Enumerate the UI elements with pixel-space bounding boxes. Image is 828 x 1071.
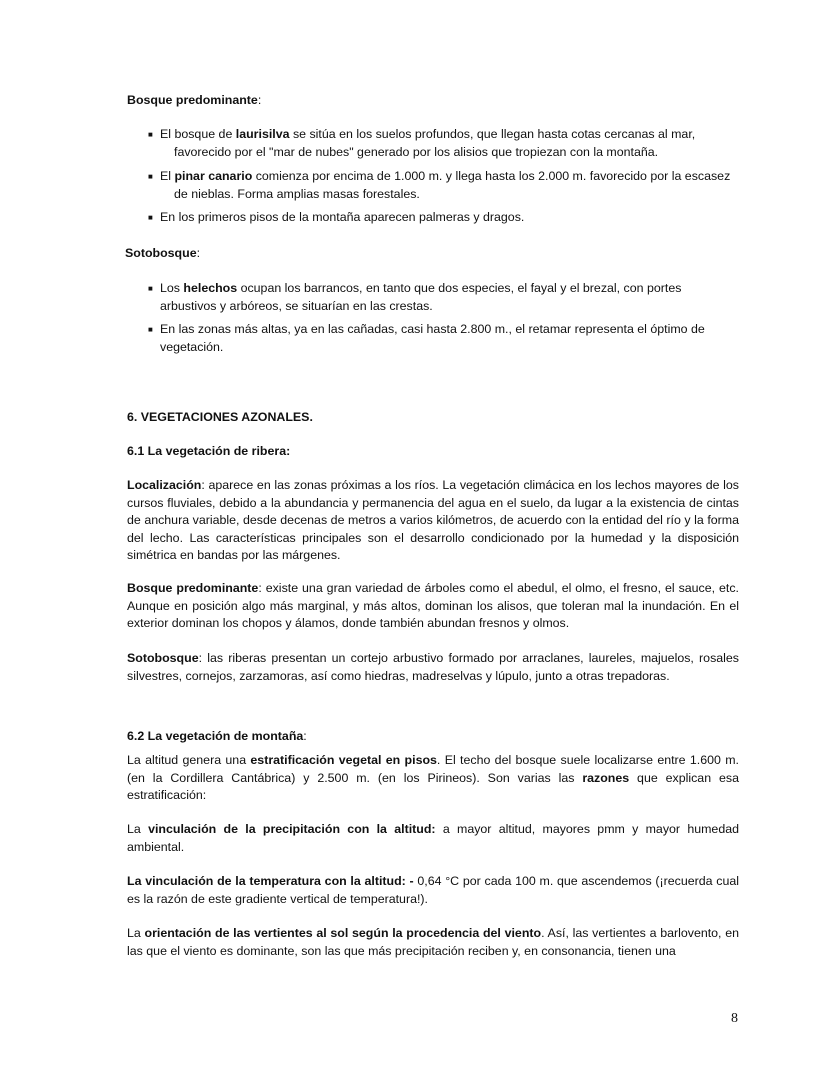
section-heading-bosque: Bosque predominante: <box>127 93 262 107</box>
bullet-icon: ■ <box>148 284 153 293</box>
bullet-icon: ■ <box>148 172 153 181</box>
paragraph-temperatura: La vinculación de la temperatura con la altitud: - 0,64 °C por cada 100 m. que ascendemos (¡recuerda cual es la razón de este gradiente vertical de temperatura!). <box>127 874 739 906</box>
bullet-icon: ■ <box>148 325 153 334</box>
paragraph-sotobosque: Sotobosque: las riberas presentan un cortejo arbustivo formado por arraclanes, laureles, majuelos, rosales silvestres, cornejos, zarzamoras, así como hiedras, madreselvas y lúpulo, junto a otras trepadoras. <box>127 651 739 683</box>
bullet-icon: ■ <box>148 213 153 222</box>
paragraph-localizacion: Localización: aparece en las zonas próximas a los ríos. La vegetación climácica en los lechos mayores de los cursos fluviales, debido a la abundancia y permanencia del agua en el suelo, da lugar a la existencia de cintas de anchura variable, desde decenas de metros a varios kilómetros, de acuerdo con la entidad del río y la forma del lecho. Las características principales son el desarrollo condicionado por la humedad y la disposición simétrica en bandas por las márgenes. <box>127 478 739 562</box>
subsection-heading: 6.1 La vegetación de ribera: <box>127 444 291 458</box>
section-heading-sotobosque: Sotobosque: <box>125 246 201 260</box>
bullet-icon: ■ <box>148 130 153 139</box>
document-page: Bosque predominante: ■ El bosque de laurisilva se sitúa en los suelos profundos, que llegan hasta cotas cercanas al mar, favorecido por el "mar de nubes" generado por los alisios que tropiezan con la montaña. ■ El pinar canario comienza por encima de 1.000 m. y llega hasta los 2.000 m. favorecido por la escasez de nieblas. Forma amplias masas forestales. ■ En los primeros pisos de la montaña aparecen palmeras y dragos. Sotobosque: ■ Los helechos ocupan los barrancos, en tanto que dos especies, el fayal y el brezal, con portes arbustivos y arbóreos, se situarían en las crestas. ■ En las zonas más altas, ya en las cañadas, casi hasta 2.800 m., el retamar representa el óptimo de vegetación. 6. VEGETACIONES AZONALES. 6.1 La vegetación de ribera: Localización: aparece en las zonas próximas a los ríos. La vegetación climácica en los lechos mayores de los cursos fluviales, debido a la abundancia y permanencia del agua en el suelo, da lugar a la existencia de cintas de anchura variable, desde decenas de metros a varios kilómetros, de acuerdo con la entidad del río y la forma del lecho. Las características principales son el desarrollo condicionado por la humedad y la disposición simétrica en bandas por las márgenes. Bosque predominante: existe una gran variedad de árboles como el abedul, el olmo, el fresno, el sauce, etc. Aunque en posición algo más marginal, y más altos, dominan los alisos, que toleran mal la inundación. En el exterior dominan los chopos y álamos, donde también abundan fresnos y olmos. Sotobosque: las riberas presentan un cortejo arbustivo formado por arraclanes, laureles, majuelos, rosales silvestres, cornejos, zarzamoras, así como hiedras, madreselvas y lúpulo, junto a otras trepadoras. 6.2 La vegetación de montaña: La altitud genera una estratificación vegetal en pisos. El techo del bosque suele localizarse entre 1.600 m. (en la Cordillera Cantábrica) y 2.500 m. (en los Pirineos). Son varias las razones que explican esa estratificación: La vinculación de la precipitación con la altitud: a mayor altitud, mayores pmm y mayor humedad ambiental. La vinculación de la temperatura con la altitud: - 0,64 °C por cada 100 m. que ascendemos (¡recuerda cual es la razón de este gradiente vertical de temperatura!). La orientación de las vertientes al sol según la procedencia del viento. Así, las vertientes a barlovento, en las que el viento es dominante, son las que más precipitación reciben y, en consonancia, tienen una 8 <box>125 93 740 1026</box>
section-heading: 6. VEGETACIONES AZONALES. <box>127 410 313 424</box>
page-number: 8 <box>731 1011 738 1026</box>
subsection-heading: 6.2 La vegetación de montaña: <box>127 729 307 743</box>
paragraph-estratificacion: La altitud genera una estratificación vegetal en pisos. El techo del bosque suele localizarse entre 1.600 m. (en la Cordillera Cantábrica) y 2.500 m. (en los Pirineos). Son varias las razones que explican esa estratificación: <box>127 753 739 802</box>
paragraph-precipitacion: La vinculación de la precipitación con la altitud: a mayor altitud, mayores pmm y mayor humedad ambiental. <box>127 822 739 854</box>
paragraph-orientacion: La orientación de las vertientes al sol según la procedencia del viento. Así, las vertientes a barlovento, en las que el viento es dominante, son las que más precipitación reciben y, en consonancia, tienen una <box>127 926 739 958</box>
paragraph-bosque-predominante: Bosque predominante: existe una gran variedad de árboles como el abedul, el olmo, el fresno, el sauce, etc. Aunque en posición algo más marginal, y más altos, dominan los alisos, que toleran mal la inundación. En el exterior dominan los chopos y álamos, donde también abundan fresnos y olmos. <box>127 581 740 630</box>
